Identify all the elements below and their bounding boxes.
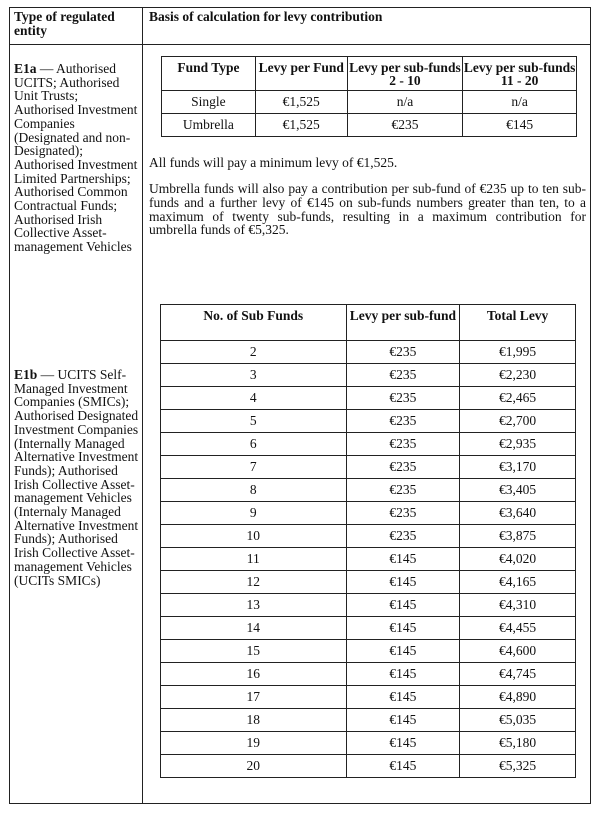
table-row: [161, 341, 576, 364]
table-cell: €4,890: [460, 686, 576, 709]
table-cell: Single: [162, 91, 256, 114]
table-cell: €3,170: [460, 456, 576, 479]
table-cell: €145: [346, 663, 460, 686]
table-cell: €4,600: [460, 640, 576, 663]
table-cell: €4,020: [460, 548, 576, 571]
table-cell: 9: [161, 502, 347, 525]
column-header: Fund Type: [162, 57, 256, 91]
table-cell: €235: [346, 410, 460, 433]
column-header: Levy per sub-funds 2 - 10: [347, 57, 463, 91]
table-row: [161, 709, 576, 732]
table-cell: €4,455: [460, 617, 576, 640]
table-cell: €3,405: [460, 479, 576, 502]
header-divider: [9, 44, 591, 45]
table-row: [161, 387, 576, 410]
table-cell: €1,525: [255, 114, 347, 137]
table-row: [161, 640, 576, 663]
table-cell: 17: [161, 686, 347, 709]
table-cell: €145: [346, 594, 460, 617]
table-cell: 4: [161, 387, 347, 410]
table-row: [162, 91, 577, 114]
table-cell: 3: [161, 364, 347, 387]
table-cell: €4,745: [460, 663, 576, 686]
column-divider: [142, 7, 143, 804]
table-cell: €145: [346, 640, 460, 663]
table-cell: €235: [346, 387, 460, 410]
table-header-row: [161, 305, 576, 341]
table-cell: €235: [346, 502, 460, 525]
table-row: [161, 364, 576, 387]
table-cell: 18: [161, 709, 347, 732]
table-cell: €2,700: [460, 410, 576, 433]
table-cell: €235: [346, 364, 460, 387]
table-cell: 20: [161, 755, 347, 778]
table-cell: n/a: [347, 91, 463, 114]
table-cell: 6: [161, 433, 347, 456]
table-row: [161, 571, 576, 594]
table-cell: 8: [161, 479, 347, 502]
table-cell: 10: [161, 525, 347, 548]
table-row: [161, 686, 576, 709]
sub-fund-levy-table: [160, 304, 576, 778]
table-cell: €145: [346, 709, 460, 732]
table-cell: €2,465: [460, 387, 576, 410]
table-cell: Umbrella: [162, 114, 256, 137]
table-cell: n/a: [463, 91, 577, 114]
entity-e1a-text: — Authorised UCITS; Authorised Unit Trusts; Authorised Investment Companies (Designated and non-Designated); Authorised Investment Limited Partnerships; Authorised Common Contractual Funds; Authorised Irish Collective Asset-management Vehicles: [14, 61, 138, 255]
table-cell: €235: [346, 433, 460, 456]
entity-e1a: [14, 62, 139, 254]
entity-e1b-code: E1b: [14, 367, 38, 382]
table-cell: 19: [161, 732, 347, 755]
table-row: [161, 479, 576, 502]
table-cell: €2,230: [460, 364, 576, 387]
sub-fund-table-body: [161, 341, 576, 778]
table-cell: 14: [161, 617, 347, 640]
header-levy-basis: Basis of calculation for levy contribution: [149, 9, 383, 24]
fund-type-table: [161, 56, 577, 137]
column-header: Levy per sub-funds 11 - 20: [463, 57, 577, 91]
table-row: [161, 617, 576, 640]
table-cell: €2,935: [460, 433, 576, 456]
table-row: [162, 114, 577, 137]
table-cell: 12: [161, 571, 347, 594]
table-cell: €145: [346, 617, 460, 640]
table-row: [161, 755, 576, 778]
table-cell: €235: [346, 479, 460, 502]
table-cell: 13: [161, 594, 347, 617]
column-header: No. of Sub Funds: [161, 305, 347, 341]
table-row: [161, 410, 576, 433]
column-header: Levy per sub-fund: [346, 305, 460, 341]
column-header: Total Levy: [460, 305, 576, 341]
table-cell: 11: [161, 548, 347, 571]
table-cell: 16: [161, 663, 347, 686]
table-cell: €145: [346, 548, 460, 571]
table-cell: €145: [346, 755, 460, 778]
table-cell: €1,995: [460, 341, 576, 364]
table-row: [161, 663, 576, 686]
table-cell: €235: [347, 114, 463, 137]
table-cell: €3,875: [460, 525, 576, 548]
table-cell: €145: [346, 571, 460, 594]
table-row: [161, 502, 576, 525]
table-cell: €235: [346, 456, 460, 479]
table-cell: €4,165: [460, 571, 576, 594]
table-cell: €4,310: [460, 594, 576, 617]
entity-e1a-code: E1a: [14, 61, 37, 76]
table-cell: €3,640: [460, 502, 576, 525]
table-cell: €145: [463, 114, 577, 137]
table-cell: 5: [161, 410, 347, 433]
table-cell: €235: [346, 525, 460, 548]
table-row: [161, 594, 576, 617]
table-row: [161, 525, 576, 548]
column-header: Levy per Fund: [255, 57, 347, 91]
table-row: [161, 732, 576, 755]
table-cell: €235: [346, 341, 460, 364]
table-cell: €5,325: [460, 755, 576, 778]
minimum-levy-text: All funds will pay a minimum levy of €1,525.: [149, 155, 398, 170]
header-entity-type: Type of regulated entity: [14, 9, 115, 38]
table-cell: €145: [346, 732, 460, 755]
table-row: [161, 548, 576, 571]
table-header-row: [162, 57, 577, 91]
table-cell: €5,180: [460, 732, 576, 755]
table-cell: €145: [346, 686, 460, 709]
table-cell: €5,035: [460, 709, 576, 732]
table-cell: 7: [161, 456, 347, 479]
table-cell: 2: [161, 341, 347, 364]
table-row: [161, 456, 576, 479]
table-row: [161, 433, 576, 456]
entity-e1b-text: — UCITS Self-Managed Investment Companies (SMICs); Authorised Designated Investment Companies (Internally Managed Alternative Investment Funds); Authorised Irish Collective Asset-management Vehicles (Internaly Managed Alternative Investment Funds); Authorised Irish Collective Asset-management Vehicles (UCITs SMICs): [14, 367, 139, 588]
umbrella-contribution-text: Umbrella funds will also pay a contribution per sub-fund of €235 up to ten sub-funds and a further levy of €145 on sub-funds numbers greater than ten, to a maximum of twenty sub-funds, resulting in a maximum contribution for umbrella funds of €5,325.: [149, 181, 586, 238]
table-cell: 15: [161, 640, 347, 663]
table-cell: €1,525: [255, 91, 347, 114]
entity-e1b: [14, 368, 139, 587]
